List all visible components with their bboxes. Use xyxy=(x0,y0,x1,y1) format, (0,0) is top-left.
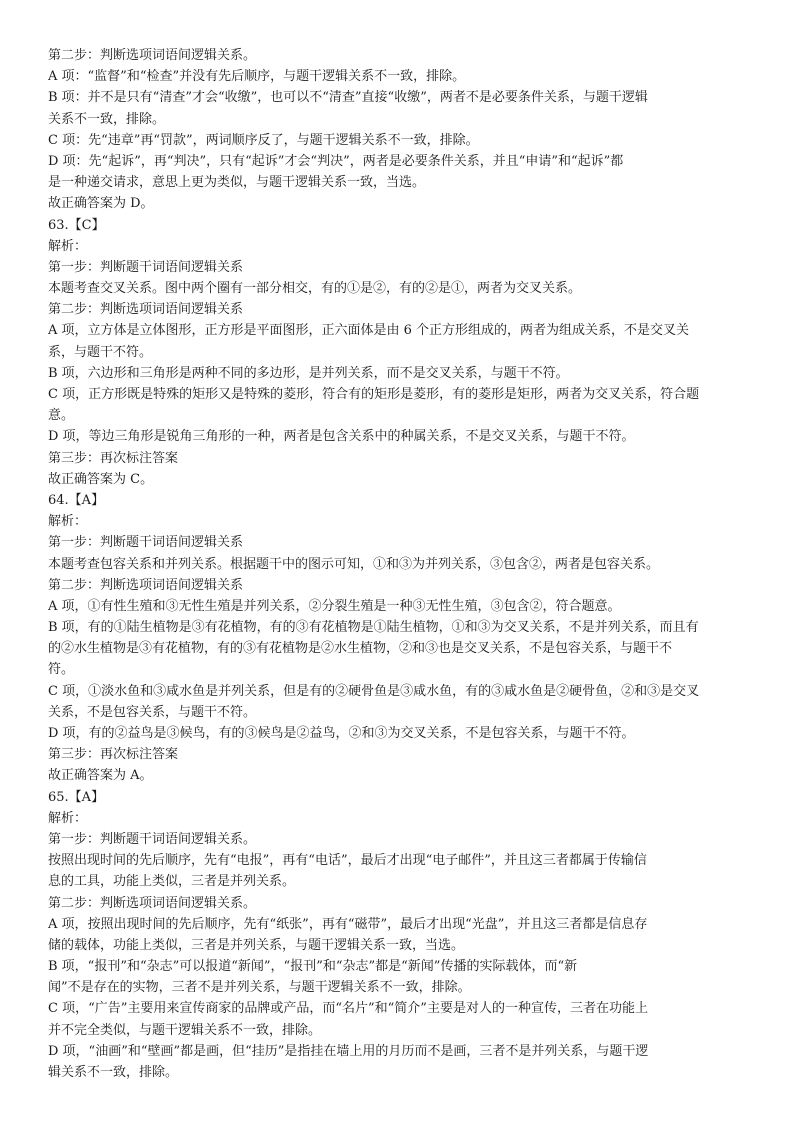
text-line: 本题考查交叉关系。图中两个圈有一部分相交，有的①是②，有的②是①，两者为交叉关系。 xyxy=(48,281,582,297)
text-line: 第三步：再次标注答案 xyxy=(48,747,179,763)
text-line: 关系，不是包容关系，与题干不符。 xyxy=(48,704,257,720)
text-line: 储的载体，功能上类似，三者是并列关系，与题干逻辑关系一致，当选。 xyxy=(48,937,465,953)
text-line: 按照出现时间的先后顺序，先有“电报”，再有“电话”，最后才出现“电子邮件”，并且这三者都属于传输信 xyxy=(48,853,647,869)
text-line: D 项，“油画”和“壁画”都是画，但“挂历”是指挂在墙上用的月历而不是画，三者不是并列关系，与题干逻 xyxy=(48,1043,649,1059)
text-line: C 项，①淡水鱼和③咸水鱼是并列关系，但是有的②硬骨鱼是③咸水鱼，有的③咸水鱼是②硬骨鱼，②和③是交叉 xyxy=(48,683,700,699)
text-line: 故正确答案为 D。 xyxy=(48,196,154,212)
text-line: 的②水生植物是③有花植物，有的③有花植物是②水生植物，②和③也是交叉关系，不是包容关系，与题干不 xyxy=(48,641,673,657)
text-line: B 项，“报刊”和“杂志”可以报道“新闻”，“报刊”和“杂志”都是“新闻”传播的实际载体，而“新 xyxy=(48,959,578,975)
text-line: 辑关系不一致，排除。 xyxy=(48,1065,179,1080)
text-line: C 项：先“违章”再“罚款”，两词顺序反了，与题干逻辑关系不一致，排除。 xyxy=(48,132,479,148)
text-line: 意。 xyxy=(48,408,75,424)
text-line: C 项，“广告”主要用来宣传商家的品牌或产品，而“名片”和“简介”主要是对人的一种宣传，三者在功能上 xyxy=(48,1001,648,1017)
text-line: 第一步：判断题干词语间逻辑关系 xyxy=(48,259,244,275)
text-line: 解析： xyxy=(48,238,88,254)
text-line: 并不完全类似，与题干逻辑关系不一致，排除。 xyxy=(48,1022,322,1038)
text-line: D 项：先“起诉”，再“判决”，只有“起诉”才会“判决”，两者是必要条件关系，并且“申请”和“起诉”都 xyxy=(48,153,624,169)
text-line: 第三步：再次标注答案 xyxy=(48,450,179,466)
text-line: A 项，①有性生殖和③无性生殖是并列关系，②分裂生殖是一种③无性生殖，③包含②，符合题意。 xyxy=(48,598,621,614)
text-line: 本题考查包容关系和并列关系。根据题干中的图示可知，①和③为并列关系，③包含②，两者是包容关系。 xyxy=(48,556,660,572)
document-page xyxy=(48,45,760,1083)
text-line: 解析： xyxy=(48,810,88,826)
text-line: 是一种递交请求，意思上更为类似，与题干逻辑关系一致，当选。 xyxy=(48,175,426,191)
text-line: 第二步：判断选项词语间逻辑关系。 xyxy=(48,895,257,911)
text-line: C 项，正方形既是特殊的矩形又是特殊的菱形，符合有的矩形是菱形，有的菱形是矩形，两者为交叉关系，符合题 xyxy=(48,387,700,402)
text-line: A 项，按照出现时间的先后顺序，先有“纸张”，再有“磁带”，最后才出现“光盘”，并且这三者都是信息存 xyxy=(48,916,648,932)
text-line: 第二步：判断选项词语间逻辑关系 xyxy=(48,302,244,318)
text-line: 第一步：判断题干词语间逻辑关系。 xyxy=(48,831,257,847)
text-line: 息的工具，功能上类似，三者是并列关系。 xyxy=(48,874,296,890)
text-line: B 项，有的①陆生植物是③有花植物，有的③有花植物是①陆生植物，①和③为交叉关系，不是并列关系，而且有 xyxy=(48,620,699,636)
text-line: 63.【C】 xyxy=(48,217,105,233)
text-line: D 项，有的②益鸟是③候鸟，有的③候鸟是②益鸟，②和③为交叉关系，不是包容关系，与题干不符。 xyxy=(48,726,635,741)
text-line: 第一步：判断题干词语间逻辑关系 xyxy=(48,535,244,551)
text-line: D 项，等边三角形是锐角三角形的一种，两者是包含关系中的种属关系，不是交叉关系，与题干不符。 xyxy=(48,429,635,445)
text-line: 64.【A】 xyxy=(48,492,105,508)
text-line: A 项，立方体是立体图形，正方形是平面图形，正六面体是由 6 个正方形组成的，两者为组成关系，不是交叉关 xyxy=(48,323,690,339)
text-line: 65.【A】 xyxy=(48,789,105,805)
text-line: 第二步：判断选项词语间逻辑关系。 xyxy=(48,48,257,63)
text-line: 闻”不是存在的实物，三者不是并列关系，与题干逻辑关系不一致，排除。 xyxy=(48,980,471,996)
text-line: A 项：“监督”和“检查”并没有先后顺序，与题干逻辑关系不一致，排除。 xyxy=(48,69,466,85)
text-line: 关系不一致，排除。 xyxy=(48,111,166,127)
text-line: 第二步：判断选项词语间逻辑关系 xyxy=(48,577,244,593)
text-line: B 项：并不是只有“清查”才会“收缴”，也可以不“清查”直接“收缴”，两者不是必要条件关系，与题干逻辑 xyxy=(48,90,648,106)
text-line: 系，与题干不符。 xyxy=(48,344,153,360)
text-line: 解析： xyxy=(48,514,88,530)
text-line: 故正确答案为 A。 xyxy=(48,768,153,784)
text-line: 故正确答案为 C。 xyxy=(48,471,154,487)
text-line: 符。 xyxy=(48,662,75,678)
text-line: B 项，六边形和三角形是两种不同的多边形，是并列关系，而不是交叉关系，与题干不符。 xyxy=(48,365,569,381)
